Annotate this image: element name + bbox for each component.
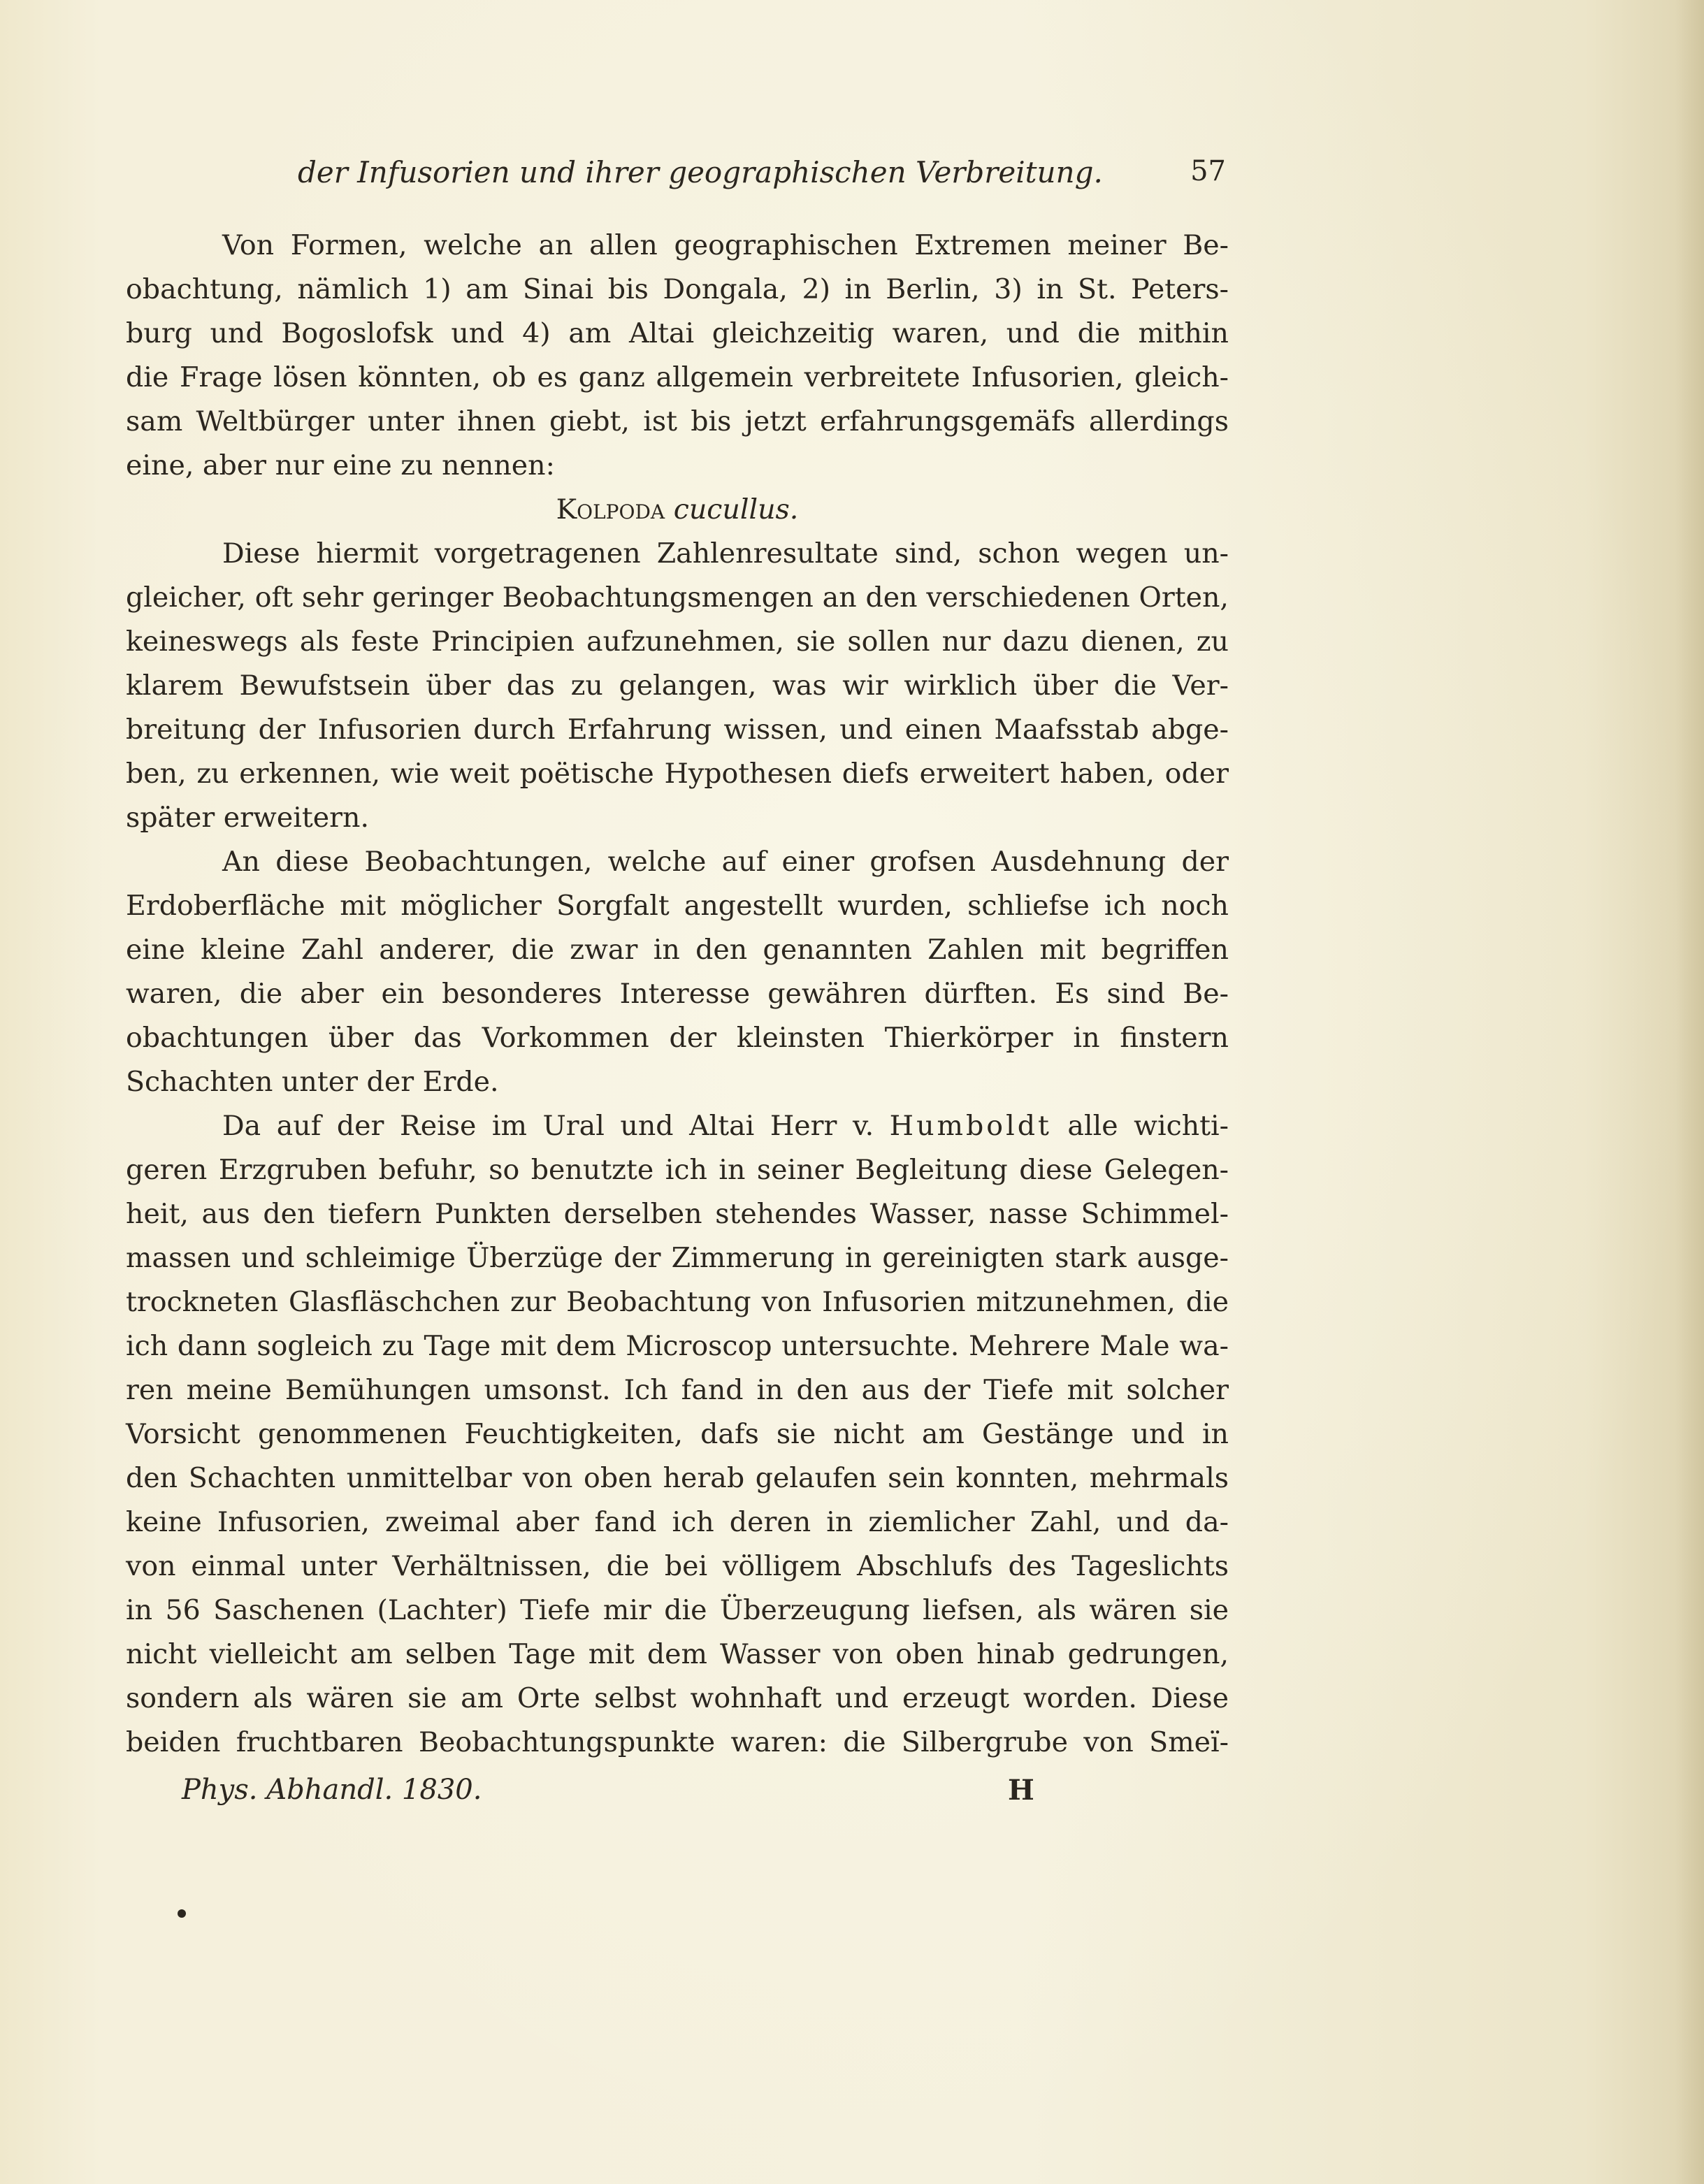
text-line: später erweitern. — [126, 802, 369, 834]
text-line: Diese hiermit vorgetragenen Zahlenresultate sind, schon wegen un- — [222, 537, 1229, 570]
text-line: ren meine Bemühungen umsonst. Ich fand in den aus der Tiefe mit solcher — [126, 1374, 1229, 1406]
humboldt-line — [126, 1104, 1229, 1148]
species-epithet: cucullus. — [673, 493, 799, 526]
species-genus: Kolpoda — [556, 493, 665, 526]
text-line: obachtungen über das Vorkommen der kleinsten Thierkörper in finstern — [126, 1022, 1229, 1054]
text-line: ich dann sogleich zu Tage mit dem Microscop untersuchte. Mehrere Male wa- — [126, 1330, 1229, 1362]
sheet-mark: H — [1008, 1774, 1034, 1807]
running-head — [126, 155, 1229, 197]
text-line: obachtung, nämlich 1) am Sinai bis Dongala, 2) in Berlin, 3) in St. Peters- — [126, 273, 1229, 305]
text-line: Von Formen, welche an allen geographischen Extremen meiner Be- — [222, 229, 1229, 261]
text-line: den Schachten unmittelbar von oben herab gelaufen sein konnten, mehrmals — [126, 1462, 1229, 1494]
text-line: klarem Bewufstsein über das zu gelangen, was wir wirklich über die Ver- — [126, 670, 1229, 702]
text-line: die Frage lösen könnten, ob es ganz allgemein verbreitete Infusorien, gleich- — [126, 361, 1229, 393]
text-line: breitung der Infusorien durch Erfahrung wissen, und einen Maafsstab abge- — [126, 714, 1229, 746]
text-line: keine Infusorien, zweimal aber fand ich deren in ziemlicher Zahl, und da- — [126, 1506, 1229, 1538]
humboldt-line-before: Da auf der Reise im Ural und Altai Herr v. — [222, 1110, 874, 1142]
text-line: waren, die aber ein besonderes Interesse gewähren dürften. Es sind Be- — [126, 978, 1229, 1010]
text-line: massen und schleimige Überzüge der Zimmerung in gereinigten stark ausge- — [126, 1242, 1229, 1274]
text-line: heit, aus den tiefern Punkten derselben stehendes Wasser, nasse Schimmel- — [126, 1198, 1229, 1230]
ink-dot — [178, 1909, 186, 1918]
text-line: eine, aber nur eine zu nennen: — [126, 449, 555, 482]
text-line: An diese Beobachtungen, welche auf einer grofsen Ausdehnung der — [222, 846, 1229, 878]
text-line: sondern als wären sie am Orte selbst wohnhaft und erzeugt worden. Diese — [126, 1682, 1229, 1714]
text-line: Erdoberfläche mit möglicher Sorgfalt angestellt wurden, schliefse ich noch — [126, 890, 1229, 922]
text-line: burg und Bogoslofsk und 4) am Altai gleichzeitig waren, und die mithin — [126, 317, 1229, 349]
text-line: ben, zu erkennen, wie weit poëtische Hypothesen diefs erweitert haben, oder — [126, 758, 1229, 790]
text-line: beiden fruchtbaren Beobachtungspunkte waren: die Silbergrube von Smeï- — [126, 1726, 1229, 1758]
text-line: gleicher, oft sehr geringer Beobachtungsmengen an den verschiedenen Orten, — [126, 581, 1229, 614]
humboldt-line-after: alle wichti- — [1067, 1110, 1229, 1142]
person-name: Humboldt — [889, 1110, 1052, 1142]
text-line: Vorsicht genommenen Feuchtigkeiten, dafs sie nicht am Gestänge und in — [126, 1418, 1229, 1450]
signature-mark: Phys. Abhandl. 1830. — [182, 1774, 482, 1806]
text-line: trockneten Glasfläschchen zur Beobachtung von Infusorien mitzunehmen, die — [126, 1286, 1229, 1318]
text-line: sam Weltbürger unter ihnen giebt, ist bis jetzt erfahrungsgemäfs allerdings — [126, 405, 1229, 437]
text-line: in 56 Saschenen (Lachter) Tiefe mir die Überzeugung liefsen, als wären sie — [126, 1594, 1229, 1626]
text-line: von einmal unter Verhältnissen, die bei völligem Abschlufs des Tageslichts — [126, 1550, 1229, 1582]
text-line: keineswegs als feste Principien aufzunehmen, sie sollen nur dazu dienen, zu — [126, 625, 1229, 658]
page-edge — [1676, 0, 1704, 2184]
species-name — [126, 488, 1229, 532]
running-title: der Infusorien und ihrer geographischen Verbreitung. — [298, 155, 1103, 189]
text-line: nicht vielleicht am selben Tage mit dem Wasser von oben hinab gedrungen, — [126, 1638, 1229, 1670]
body-text — [126, 224, 1229, 1765]
page-footer — [126, 1774, 1229, 1816]
text-line: Schachten unter der Erde. — [126, 1066, 499, 1098]
text-line: geren Erzgruben befuhr, so benutzte ich in seiner Begleitung diese Gelegen- — [126, 1154, 1229, 1186]
page-number: 57 — [1190, 155, 1226, 187]
text-line: eine kleine Zahl anderer, die zwar in den genannten Zahlen mit begriffen — [126, 934, 1229, 966]
